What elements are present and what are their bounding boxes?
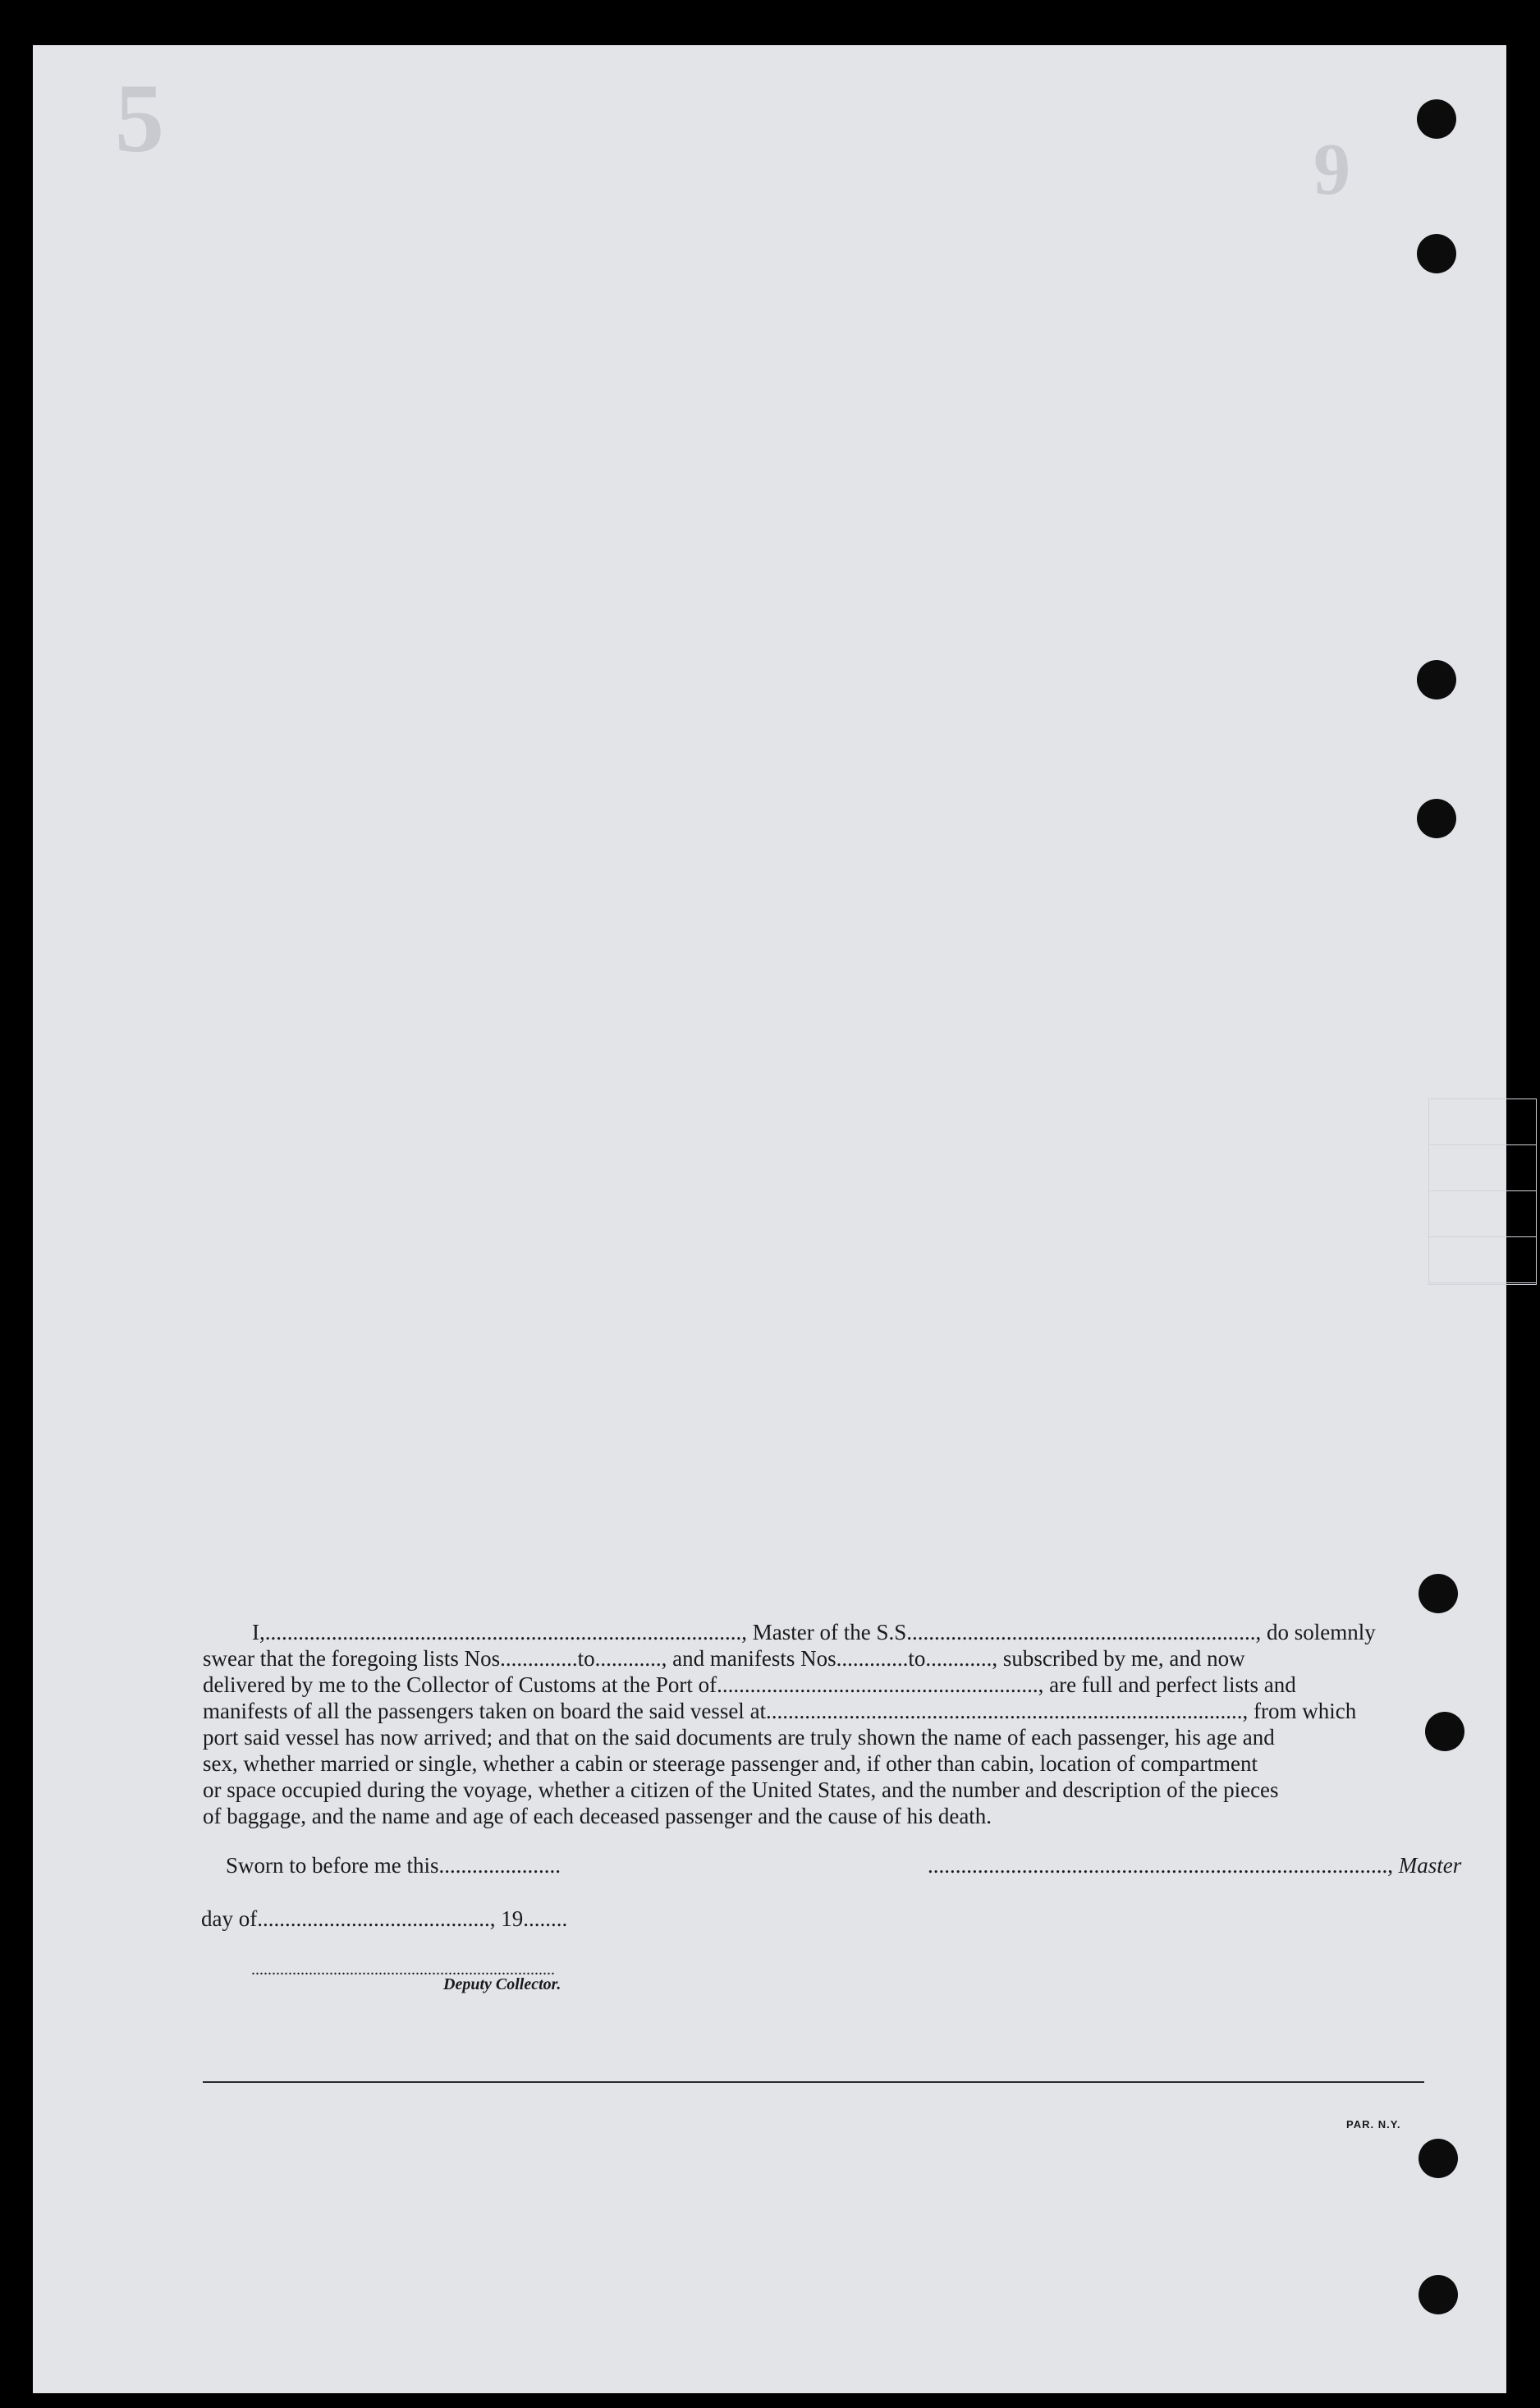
punch-hole (1419, 2139, 1458, 2178)
master-signature-line (928, 1853, 1461, 1878)
oath-line: manifests of all the passengers taken on board the said vessel at......................................................................................, from which (203, 1699, 1357, 1723)
printer-mark: PAR. N.Y. (1346, 2118, 1401, 2131)
punch-hole (1417, 660, 1456, 699)
day-line: day of.........................................., 19........ (201, 1906, 568, 1931)
deputy-collector-label: Deputy Collector. (443, 1975, 561, 1993)
punch-hole (1417, 99, 1456, 139)
faint-stamp: 5 (115, 63, 164, 172)
oath-line: delivered by me to the Collector of Customs at the Port of.........................................................., are full and perfect lists and (203, 1672, 1296, 1697)
master-dots: ..................................................................................., (928, 1853, 1393, 1878)
oath-line: sex, whether married or single, whether a cabin or steerage passenger and, if other than cabin, location of compartment (203, 1751, 1258, 1776)
oath-line: I,......................................................................................, Master of the S.S..............................................................., do solemnly (252, 1620, 1376, 1644)
oath-paragraph (203, 1619, 1426, 1829)
punch-hole (1419, 1574, 1458, 1613)
deputy-signature-dots: .......................................................................... (251, 1961, 555, 1979)
punch-hole (1417, 234, 1456, 273)
faint-box-grid (1428, 1099, 1537, 1285)
oath-line: or space occupied during the voyage, whether a citizen of the United States, and the number and description of the pieces (203, 1777, 1279, 1802)
master-label: Master (1398, 1853, 1462, 1878)
punch-hole (1417, 799, 1456, 838)
oath-line: swear that the foregoing lists Nos..............to............, and manifests Nos.............to............, subscribed by me, and now (203, 1646, 1245, 1671)
oath-line: port said vessel has now arrived; and that on the said documents are truly shown the name of each passenger, his age and (203, 1725, 1275, 1750)
punch-hole (1425, 1712, 1464, 1751)
sworn-line: Sworn to before me this...................... (226, 1853, 561, 1878)
faint-stamp: 9 (1313, 129, 1350, 210)
horizontal-rule (203, 2081, 1424, 2083)
oath-line: of baggage, and the name and age of each deceased passenger and the cause of his death. (203, 1804, 992, 1828)
punch-hole (1419, 2275, 1458, 2314)
document-page (33, 45, 1506, 2393)
